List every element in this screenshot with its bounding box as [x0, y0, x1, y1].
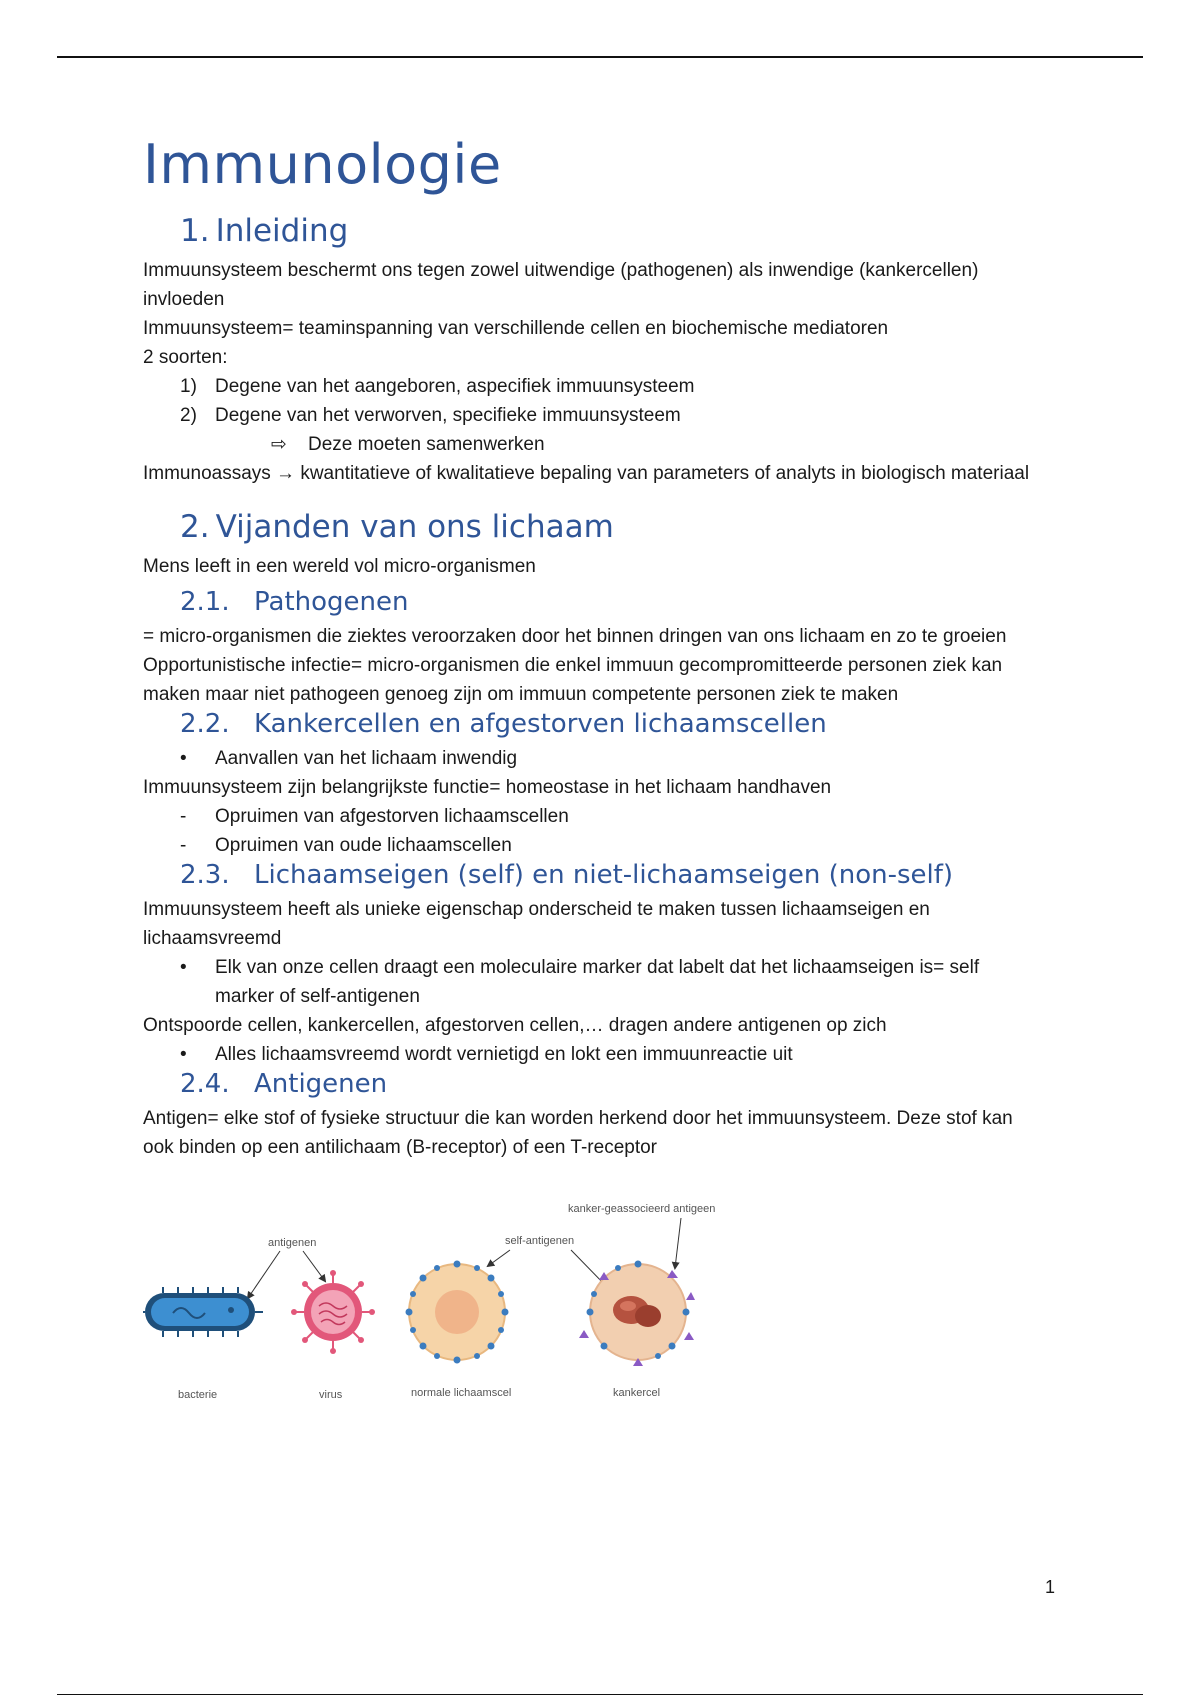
bullet-list	[143, 1040, 1043, 1069]
bullet-list	[143, 953, 1043, 1011]
caption-kankercel: kankercel	[613, 1387, 661, 1400]
heading-number: 2.4.	[180, 1069, 230, 1100]
paragraph: Immuunsysteem beschermt ons tegen zowel uitwendige (pathogenen) als inwendige (kankercellen) invloeden	[143, 260, 979, 311]
list-marker: 2)	[180, 405, 197, 427]
heading-text: Pathogenen	[254, 586, 409, 617]
paragraph: 2 soorten:	[143, 347, 228, 369]
list-item-text: Elk van onze cellen draagt een moleculaire marker dat labelt dat het lichaamseigen is= self marker of self-antigenen	[215, 957, 980, 1008]
footer-rule	[57, 1694, 1143, 1695]
list-item	[143, 430, 1043, 459]
list-item-text: Alles lichaamsvreemd wordt vernietigd en lokt een immuunreactie uit	[215, 1044, 793, 1066]
list-item-text: Deze moeten samenwerken	[308, 434, 545, 456]
label-antigenen: antigenen	[268, 1237, 317, 1250]
paragraph: Mens leeft in een wereld vol micro-organismen	[143, 555, 536, 577]
numbered-list	[143, 372, 1043, 459]
bullet-marker: •	[180, 748, 187, 770]
virus-icon	[291, 1270, 375, 1354]
heading-text: Antigenen	[254, 1069, 388, 1100]
heading-number: 2.	[180, 509, 210, 546]
paragraph: Immunoassays → kwantitatieve of kwalitatieve bepaling van parameters of analyts in biologisch materiaal	[143, 463, 1030, 485]
heading-self-nonself	[180, 860, 1043, 891]
heading-number: 2.2.	[180, 708, 230, 739]
caption-normale-lichaamscel: normale lichaamscel	[411, 1387, 512, 1400]
list-item	[143, 953, 1043, 1011]
heading-text: Inleiding	[215, 213, 349, 250]
list-item-text: Aanvallen van het lichaam inwendig	[215, 748, 518, 770]
dash-marker: -	[180, 835, 187, 857]
caption-virus: virus	[319, 1389, 343, 1402]
paragraph: Opportunistische infectie= micro-organismen die enkel immuun gecompromitteerde personen ziek kan maken maar niet pathogeen genoeg zijn om immuun competente personen ziek te maken	[143, 654, 1003, 705]
bullet-list	[143, 744, 1043, 773]
heading-number: 1.	[180, 213, 210, 250]
normale-lichaamscel-icon	[406, 1261, 509, 1364]
dash-list	[143, 802, 1043, 860]
bullet-marker: •	[180, 1044, 187, 1066]
heading-inleiding	[180, 214, 1043, 250]
list-item-text: Degene van het verworven, specifieke immuunsysteem	[215, 405, 681, 427]
paragraph: Ontspoorde cellen, kankercellen, afgestorven cellen,… dragen andere antigenen op zich	[143, 1015, 887, 1037]
list-item-text: Degene van het aangeboren, aspecifiek immuunsysteem	[215, 376, 695, 398]
document-title: Immunologie	[143, 133, 502, 196]
list-item	[143, 401, 1043, 430]
heading-text: Vijanden van ons lichaam	[215, 509, 614, 546]
heading-vijanden	[180, 510, 1043, 546]
paragraph: Immuunsysteem heeft als unieke eigenschap onderscheid te maken tussen lichaamseigen en lichaamsvreemd	[143, 899, 930, 950]
list-item	[143, 744, 1043, 773]
paragraph: Immuunsysteem zijn belangrijkste functie= homeostase in het lichaam handhaven	[143, 777, 832, 799]
list-marker: 1)	[180, 376, 197, 398]
antigen-figure	[143, 1188, 803, 1438]
dash-marker: -	[180, 806, 187, 828]
paragraph: = micro-organismen die ziektes veroorzaken door het binnen dringen van ons lichaam en zo te groeien	[143, 625, 1007, 647]
heading-kankercellen	[180, 709, 1043, 740]
page-number: 1	[1045, 1577, 1056, 1597]
list-item	[143, 372, 1043, 401]
list-item-text: Opruimen van afgestorven lichaamscellen	[215, 806, 569, 828]
list-item	[143, 1040, 1043, 1069]
label-self-antigenen: self-antigenen	[505, 1235, 575, 1248]
heading-number: 2.1.	[180, 586, 230, 617]
list-item-text: Opruimen van oude lichaamscellen	[215, 835, 512, 857]
heading-text: Lichaamseigen (self) en niet-lichaamseigen (non-self)	[254, 860, 954, 891]
label-kanker-antigeen: kanker-geassocieerd antigeen	[568, 1203, 716, 1216]
antigen-illustration	[143, 1188, 803, 1438]
paragraph: Antigen= elke stof of fysieke structuur die kan worden herkend door het immuunsysteem. Deze stof kan ook binden op een antilichaam (B-receptor) of een T-receptor	[143, 1108, 1013, 1159]
paragraph: Immuunsysteem= teaminspanning van verschillende cellen en biochemische mediatoren	[143, 318, 889, 340]
bacterie-icon	[143, 1287, 263, 1337]
heading-number: 2.3.	[180, 860, 230, 891]
caption-bacterie: bacterie	[178, 1389, 218, 1402]
list-item	[143, 802, 1043, 831]
header-rule	[57, 56, 1143, 58]
bullet-marker: •	[180, 957, 187, 979]
document-page	[143, 135, 1043, 1438]
list-item	[143, 831, 1043, 860]
heading-pathogenen	[180, 587, 1043, 618]
arrow-icon: ⇨	[271, 434, 287, 456]
heading-antigenen	[180, 1069, 1043, 1100]
heading-text: Kankercellen en afgestorven lichaamscellen	[254, 708, 827, 739]
